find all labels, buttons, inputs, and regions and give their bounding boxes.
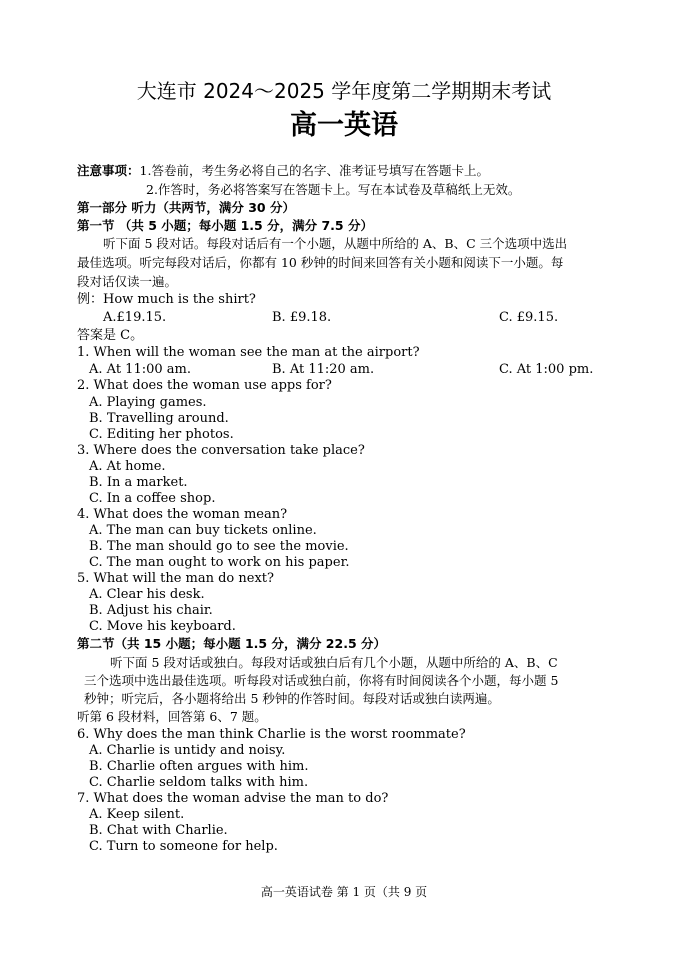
q1-option-c: C. At 1:00 pm. xyxy=(499,362,594,377)
q4-option-b: B. The man should go to see the movie. xyxy=(89,539,349,554)
example-option-b: B. £9.18. xyxy=(272,310,332,325)
section2-instruction-1: 听下面 5 段对话或独白。每段对话或独白后有几个小题，从题中所给的 A、B、C xyxy=(110,655,558,670)
page-footer: 高一英语试卷 第 1 页（共 9 页 xyxy=(260,885,428,899)
section2-instruction-2: 三个选项中选出最佳选项。听每段对话或独白前，你将有时间阅读各个小题，每小题 5 xyxy=(84,673,559,688)
q1-option-b: B. At 11:20 am. xyxy=(272,362,375,377)
q1-option-a: A. At 11:00 am. xyxy=(89,362,191,377)
q2-option-c: C. Editing her photos. xyxy=(89,427,234,442)
example-option-a: A.£19.15. xyxy=(103,310,167,325)
q2-option-b: B. Travelling around. xyxy=(89,411,229,426)
section2-instruction-3: 秒钟；听完后，各小题将给出 5 秒钟的作答时间。每段对话或独白读两遍。 xyxy=(84,691,500,706)
q3-option-c: C. In a coffee shop. xyxy=(89,491,216,506)
example-option-c: C. £9.15. xyxy=(499,310,559,325)
q6-option-c: C. Charlie seldom talks with him. xyxy=(89,775,309,790)
q2-question: 2. What does the woman use apps for? xyxy=(77,378,332,393)
material-note: 听第 6 段材料，回答第 6、7 题。 xyxy=(77,709,267,724)
example-answer: 答案是 C。 xyxy=(77,328,144,343)
notice-line-1 xyxy=(77,163,489,180)
section1-instruction-2: 最佳选项。听完每段对话后，你都有 10 秒钟的时间来回答有关小题和阅读下一小题。每 xyxy=(77,255,564,270)
notice-item-2: 2.作答时，务必将答案写在答题卡上。写在本试卷及草稿纸上无效。 xyxy=(146,182,521,197)
q7-question: 7. What does the woman advise the man to do? xyxy=(77,791,389,806)
q7-option-b: B. Chat with Charlie. xyxy=(89,823,228,838)
q7-option-a: A. Keep silent. xyxy=(89,807,185,822)
q3-question: 3. Where does the conversation take place? xyxy=(77,443,365,458)
notice-label: 注意事项： xyxy=(77,163,140,178)
section1-instruction-3: 段对话仅读一遍。 xyxy=(77,274,178,289)
q6-option-a: A. Charlie is untidy and noisy. xyxy=(89,743,286,758)
q6-option-b: B. Charlie often argues with him. xyxy=(89,759,309,774)
part1-heading: 第一部分 听力（共两节，满分 30 分） xyxy=(77,200,295,215)
q5-question: 5. What will the man do next? xyxy=(77,571,274,586)
example-question: 例：How much is the shirt? xyxy=(77,292,256,307)
q7-option-c: C. Turn to someone for help. xyxy=(89,839,278,854)
q4-option-c: C. The man ought to work on his paper. xyxy=(89,555,350,570)
q3-option-a: A. At home. xyxy=(89,459,166,474)
q4-question: 4. What does the woman mean? xyxy=(77,507,288,522)
q1-question: 1. When will the woman see the man at the airport? xyxy=(77,345,420,360)
notice-item-1: 1.答卷前，考生务必将自己的名字、准考证号填写在答题卡上。 xyxy=(139,163,489,178)
q6-question: 6. Why does the man think Charlie is the worst roommate? xyxy=(77,727,466,742)
q2-option-a: A. Playing games. xyxy=(89,395,207,410)
q3-option-b: B. In a market. xyxy=(89,475,188,490)
q5-option-b: B. Adjust his chair. xyxy=(89,603,213,618)
exam-title: 大连市 2024～2025 学年度第二学期期末考试 xyxy=(136,79,552,103)
section1-instruction-1: 听下面 5 段对话。每段对话后有一个小题，从题中所给的 A、B、C 三个选项中选出 xyxy=(103,236,568,251)
q4-option-a: A. The man can buy tickets online. xyxy=(89,523,317,538)
q5-option-a: A. Clear his desk. xyxy=(89,587,205,602)
q5-option-c: C. Move his keyboard. xyxy=(89,619,236,634)
subject-title: 高一英语 xyxy=(290,110,398,141)
section1-heading: 第一节 （共 5 小题；每小题 1.5 分，满分 7.5 分） xyxy=(77,218,373,233)
section2-heading: 第二节（共 15 小题；每小题 1.5 分，满分 22.5 分） xyxy=(77,636,386,651)
